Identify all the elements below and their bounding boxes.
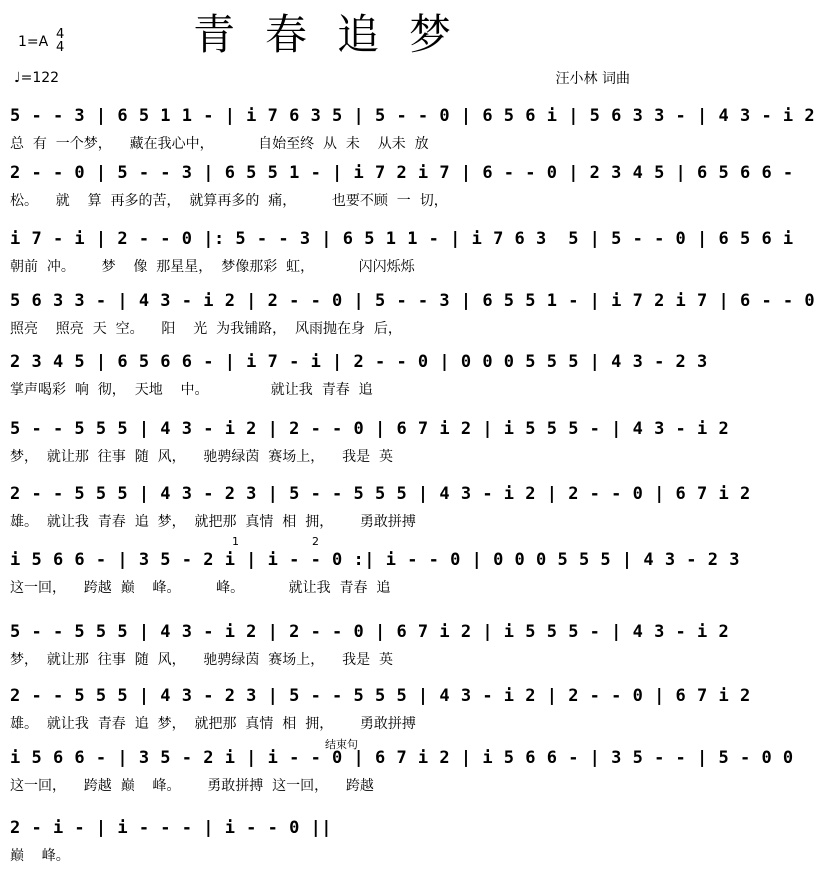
score-row bbox=[10, 547, 740, 613]
row-lyrics: 总 有 一个梦， 藏在我心中， 自始至终 从 未 从未 放 bbox=[10, 136, 429, 152]
time-top: 4 bbox=[56, 27, 65, 42]
row-lyrics: 雄。 就让我 青春 追 梦， 就把那 真情 相 拥， 勇敢拼搏 bbox=[10, 514, 416, 530]
row-notes: 5 6 3 3 - | 4 3 - i 2 | 2 - - 0 | 5 - - 3 | 6 5 5 1 - | i 7 2 i 7 | 6 - - 0 bbox=[10, 291, 815, 311]
row-lyrics: 朝前 冲。 梦 像 那星星， 梦像那彩 虹， 闪闪烁烁 bbox=[10, 259, 415, 275]
score-row bbox=[10, 160, 794, 226]
row-lyrics: 雄。 就让我 青春 追 梦， 就把那 真情 相 拥， 勇敢拼搏 bbox=[10, 716, 416, 732]
ending-mark: 结束句 bbox=[325, 738, 358, 751]
score-row bbox=[10, 288, 815, 354]
score-row bbox=[10, 226, 794, 292]
row-notes: 2 - - 0 | 5 - - 3 | 6 5 5 1 - | i 7 2 i 7 | 6 - - 0 | 2 3 4 5 | 6 5 6 6 - bbox=[10, 163, 794, 183]
tempo-marking: ♩=122 bbox=[14, 70, 60, 86]
score-row bbox=[10, 416, 730, 482]
row-lyrics: 掌声喝彩 响 彻， 天地 中。 就让我 青春 追 bbox=[10, 382, 373, 398]
row-lyrics: 松。 就 算 再多的苦， 就算再多的 痛， 也要不顾 一 切， bbox=[10, 193, 448, 209]
score-row bbox=[10, 481, 751, 547]
volta-1: 1 bbox=[232, 535, 239, 548]
score-row bbox=[10, 745, 794, 811]
row-lyrics: 梦， 就让那 往事 随 风， 驰骋绿茵 赛场上， 我是 英 bbox=[10, 449, 394, 465]
time-bottom: 4 bbox=[56, 40, 65, 55]
row-notes: i 5 6 6 - | 3 5 - 2 i | i - - 0 :| i - - 0 | 0 0 0 5 5 5 | 4 3 - 2 3 bbox=[10, 550, 740, 570]
row-notes: i 7 - i | 2 - - 0 |: 5 - - 3 | 6 5 1 1 - | i 7 6 3 5 | 5 - - 0 | 6 5 6 i bbox=[10, 229, 794, 249]
row-lyrics: 梦， 就让那 往事 随 风， 驰骋绿茵 赛场上， 我是 英 bbox=[10, 652, 394, 668]
row-notes: 2 - - 5 5 5 | 4 3 - 2 3 | 5 - - 5 5 5 | 4 3 - i 2 | 2 - - 0 | 6 7 i 2 bbox=[10, 686, 751, 706]
score-row bbox=[10, 815, 636, 881]
credits: 汪小林 词曲 bbox=[555, 71, 630, 87]
volta-2: 2 bbox=[312, 535, 319, 548]
score-row bbox=[10, 683, 751, 749]
row-lyrics: 这一回， 跨越 巅 峰。 勇敢拼搏 这一回， 跨越 bbox=[10, 778, 374, 794]
row-lyrics: 巅 峰。 bbox=[10, 848, 70, 864]
row-notes: 5 - - 5 5 5 | 4 3 - i 2 | 2 - - 0 | 6 7 i 2 | i 5 5 5 - | 4 3 - i 2 bbox=[10, 622, 730, 642]
row-notes: 5 - - 5 5 5 | 4 3 - i 2 | 2 - - 0 | 6 7 i 2 | i 5 5 5 - | 4 3 - i 2 bbox=[10, 419, 730, 439]
row-lyrics: 照亮 照亮 天 空。 阳 光 为我铺路， 风雨抛在身 后， bbox=[10, 321, 402, 337]
song-title: 青春追梦 bbox=[192, 10, 481, 59]
time-signature bbox=[56, 28, 64, 54]
row-notes: 2 - - 5 5 5 | 4 3 - 2 3 | 5 - - 5 5 5 | 4 3 - i 2 | 2 - - 0 | 6 7 i 2 bbox=[10, 484, 751, 504]
row-notes: 2 - i - | i - - - | i - - 0 || bbox=[10, 818, 333, 838]
row-notes: 2 3 4 5 | 6 5 6 6 - | i 7 - i | 2 - - 0 | 0 0 0 5 5 5 | 4 3 - 2 3 bbox=[10, 352, 708, 372]
row-notes: 5 - - 3 | 6 5 1 1 - | i 7 6 3 5 | 5 - - 0 | 6 5 6 i | 5 6 3 3 - | 4 3 - i 2 bbox=[10, 106, 815, 126]
score-row bbox=[10, 349, 708, 415]
row-lyrics: 这一回， 跨越 巅 峰。 峰。 就让我 青春 追 bbox=[10, 580, 391, 596]
key-signature: 1=A bbox=[18, 34, 49, 50]
score-row bbox=[10, 619, 730, 685]
row-notes: i 5 6 6 - | 3 5 - 2 i | i - - 0 | 6 7 i 2 | i 5 6 6 - | 3 5 - - | 5 - 0 0 bbox=[10, 748, 794, 768]
